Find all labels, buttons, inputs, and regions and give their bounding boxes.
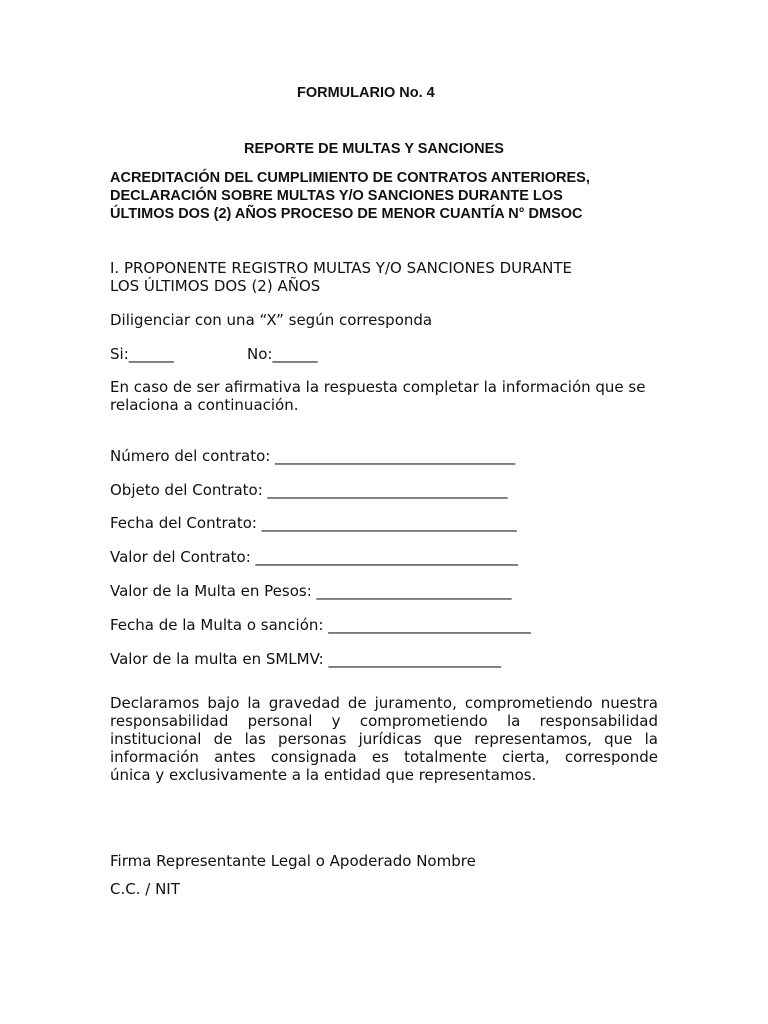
heading-line: DECLARACIÓN SOBRE MULTAS Y/O SANCIONES DURANTE LOS [110, 188, 563, 204]
section1-title [110, 259, 572, 295]
si-field[interactable]: Si:______ [110, 345, 174, 363]
signature-line: Firma Representante Legal o Apoderado Nombre [110, 852, 476, 870]
id-line: C.C. / NIT [110, 880, 180, 898]
fine-value-smlmv-field[interactable]: Valor de la multa en SMLMV: _______________________ [110, 650, 501, 668]
contract-object-field[interactable]: Objeto del Contrato: ________________________________ [110, 481, 508, 499]
fine-date-field[interactable]: Fecha de la Multa o sanción: ___________________________ [110, 616, 531, 634]
contract-date-field[interactable]: Fecha del Contrato: __________________________________ [110, 514, 517, 532]
affirmative-line: En caso de ser afirmativa la respuesta completar la información que se [110, 378, 646, 396]
affirmative-note [110, 378, 645, 414]
contract-value-field[interactable]: Valor del Contrato: ___________________________________ [110, 548, 519, 566]
declaration-line: Declaramos bajo la gravedad de juramento, comprometiendo nuestra [110, 694, 658, 712]
heading-line: ACREDITACIÓN DEL CUMPLIMIENTO DE CONTRATOS ANTERIORES, [110, 170, 590, 186]
declaration-line: institucional de las personas jurídicas que representamos, que la [110, 730, 658, 748]
fine-value-pesos-field[interactable]: Valor de la Multa en Pesos: __________________________ [110, 582, 512, 600]
section1-title-line: LOS ÚLTIMOS DOS (2) AÑOS [110, 277, 321, 295]
declaration-line: única y exclusivamente a la entidad que representamos. [110, 766, 537, 784]
declaration-line: información antes consignada es totalmente cierta, corresponde [110, 748, 658, 766]
instruction-text: Diligenciar con una “X” según corresponda [110, 311, 433, 329]
affirmative-line: relaciona a continuación. [110, 396, 299, 414]
contract-number-field[interactable]: Número del contrato: ________________________________ [110, 447, 516, 465]
heading-line: ÚLTIMOS DOS (2) AÑOS PROCESO DE MENOR CUANTÍA N° DMSOC [110, 206, 583, 222]
no-field[interactable]: No:______ [247, 345, 318, 363]
heading-block [110, 169, 670, 223]
form-number-title: FORMULARIO No. 4 [297, 85, 435, 101]
declaration-paragraph [110, 694, 658, 784]
declaration-line: responsabilidad personal y comprometiendo la responsabilidad [110, 712, 658, 730]
section1-title-line: I. PROPONENTE REGISTRO MULTAS Y/O SANCIONES DURANTE [110, 259, 573, 277]
report-title: REPORTE DE MULTAS Y SANCIONES [244, 141, 504, 157]
